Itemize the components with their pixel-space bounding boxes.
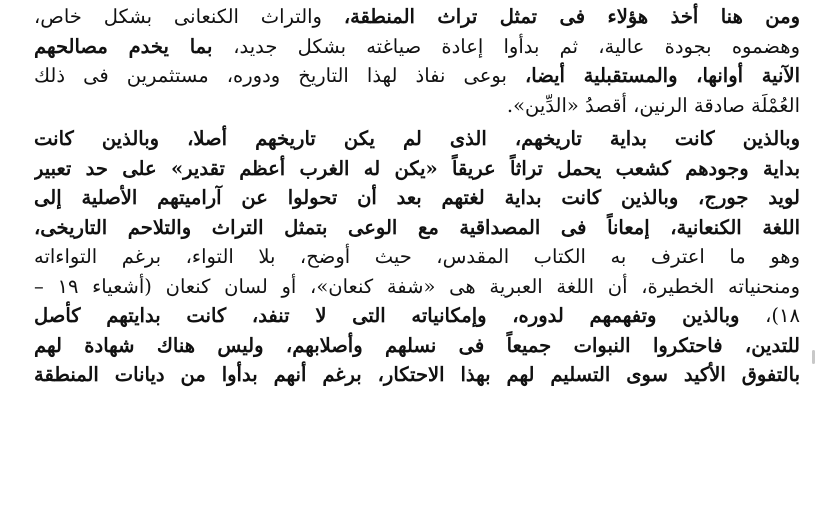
paragraph-1-line-2 <box>34 32 800 62</box>
margin-mark <box>812 350 815 364</box>
text-run: ١٨)، <box>765 304 800 327</box>
paragraph-2-line-5 <box>34 242 800 272</box>
text-run: وهضموه بجودة عالية، ثم بدأوا إعادة صياغته بشكل جديد، <box>233 34 800 58</box>
paragraph-2-line-4 <box>34 213 800 243</box>
text-run: بالتفوق الأكيد سوى التسليم لهم بهذا الاحتكار، برغم أنهم بدأوا من ديانات المنطقة <box>34 363 800 386</box>
text-run: العُمْلَة صادقة الرنين، أقصدُ «الدِّين». <box>506 93 800 117</box>
bold-phrase: وبالذين وتفهمهم لدوره، وإمكانياته التى لا تنفد، كانت بدايتهم كأصل <box>34 304 766 327</box>
paragraph-2-line-7 <box>34 301 800 331</box>
text-run: وهو ما اعترف به الكتاب المقدس، حيث أوضح، بلا التواء، برغم التواءاته <box>34 245 800 268</box>
text-run: بوعى نفاذ لهذا التاريخ ودوره، مستثمرين فى ذلك <box>34 64 525 87</box>
paragraph-2-line-3 <box>34 183 800 213</box>
paragraph-1-line-1 <box>34 2 800 32</box>
text-run: للتدين، فاحتكروا النبوات جميعاً فى نسلهم وأصلابهم، وليس هناك شهادة لهم <box>34 333 800 357</box>
text-run: وبالذين كانت بداية تاريخهم، الذى لم يكن تاريخهم أصلا، وبالذين كانت <box>34 127 800 150</box>
text-run: اللغة الكنعانية، إمعاناً فى المصداقية مع الوعى بتمثل التراث والتلاحم التاريخى، <box>34 215 800 239</box>
text-run: والتراث الكنعانى بشكل خاص، <box>34 5 344 28</box>
bold-phrase: ومن هنا أخذ هؤلاء فى تمثل تراث المنطقة، <box>343 5 800 28</box>
paragraph-2-line-2 <box>34 154 800 184</box>
paragraph-2-line-8 <box>34 331 800 361</box>
paragraph-2-line-1 <box>34 124 800 154</box>
bold-phrase: بما يخدم مصالحهم <box>34 34 234 58</box>
text-run: بداية وجودهم كشعب يحمل تراثاً عريقاً «يكن له الغرب أعظم تقدير» على حد تعبير <box>34 156 800 180</box>
bold-phrase: الآنية أوانها، والمستقبلية أيضا، <box>524 64 800 87</box>
text-run: ومنحنياته الخطيرة، أن اللغة العبرية هى «شفة كنعان»، أو لسان كنعان (أشعياء ١٩ – <box>34 274 800 298</box>
paragraph-2-line-9 <box>34 360 800 390</box>
paragraph-1-line-4 <box>34 91 800 121</box>
text-column <box>34 2 800 390</box>
text-run: لويد جورج، وبالذين كانت بداية لغتهم بعد أن تحولوا عن آراميتهم الأصلية إلى <box>34 186 800 209</box>
paragraph-2-line-6 <box>34 272 800 302</box>
paragraph-1-line-3 <box>34 61 800 91</box>
